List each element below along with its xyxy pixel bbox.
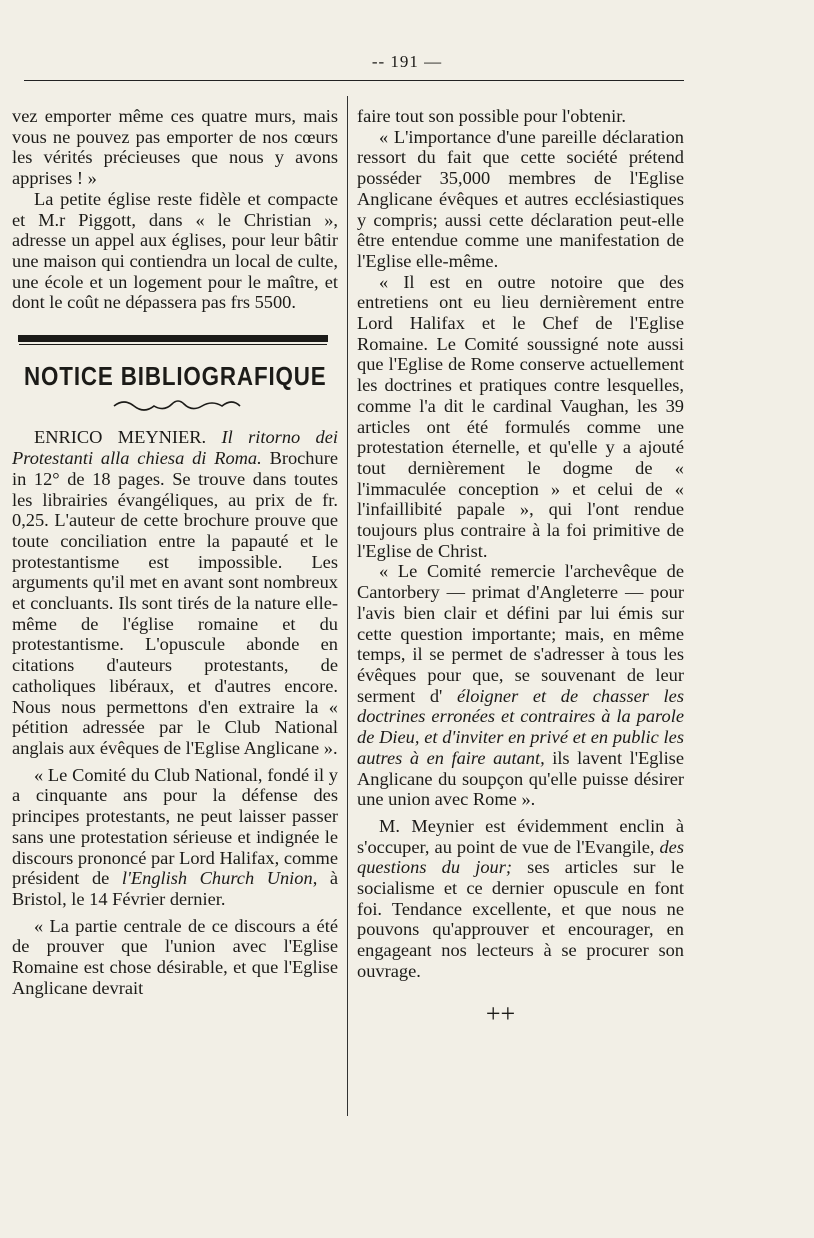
petition-paragraph-1	[12, 765, 338, 910]
right-p4-text: « Le Comité remercie l'archevêque de Cantorbery — primat d'Angleterre — pour l'avis bien clair et défini par lui émis sur cette question importante; mais, en même temps, il se permet de s'adresser à tous les évêques pour que, se souvenant de leur serment d'	[357, 561, 684, 706]
petition-italic: l'English Church Union	[121, 868, 313, 889]
right-p5-text-end: ses articles sur le socialisme et ce dernier opuscule en font foi. Tendance excellente, et que nous ne pouvons qu'approuver et encourager, en engageant nos lecteurs à se procurer son ouvrage.	[357, 857, 684, 981]
right-paragraph-5	[357, 816, 684, 982]
right-paragraph-2: « L'importance d'une pareille déclaration ressort du fait que cette société prétend posséder 35,000 membres de l'Eglise Anglicane évêques et autres ecclésiastiques y compris; aussi cette déclaration peut-elle être entendue comme une manifestation de l'Eglise elle-même.	[357, 126, 684, 271]
petition-text: « Le Comité du Club National, fondé il y a cinquante ans pour la défense des principes protestants, ne peut laisser passer sans une protestation sérieuse et indignée le discours prononcé par Lord Halifax, comme président de	[12, 764, 338, 889]
end-mark: ++	[485, 998, 516, 1028]
petition-paragraph-2: « La partie centrale de ce discours a été de prouver que l'union avec l'Eglise Romaine est chose désirable, et que l'Eglise Anglicane devrait	[12, 915, 338, 998]
right-p4-italic: éloigner et de chasser les doctrines erronées et contraires à la parole de Dieu, et d'inviter en privé et en public les autres à en faire autant,	[357, 685, 684, 768]
right-p5-italic: des questions du jour;	[357, 836, 684, 878]
column-divider	[347, 96, 348, 1116]
notice-paragraph	[12, 427, 338, 758]
right-p5-text: M. Meynier est évidemment enclin à s'occuper, au point de vue de l'Evangile,	[357, 815, 684, 857]
page-number: -- 191 —	[371, 52, 443, 71]
left-paragraph-2: La petite église reste fidèle et compacte et M.r Piggott, dans « le Christian », adresse un appel aux églises, pour leur bâtir une maison qui contiendra un local de culte, une école et un logement pour le maître, et dont le coût ne dépassera pas frs 5500.	[12, 188, 338, 313]
right-p4-text-end: ils lavent l'Eglise Anglicane du soupçon qu'elle puisse désirer une union avec Rome ».	[357, 747, 684, 810]
left-paragraph-1: vez emporter même ces quatre murs, mais vous ne pouvez pas emporter de nos cœurs les vérités précieuses que nous y avons apprises ! »	[12, 106, 338, 189]
notice-author: ENRICO MEYNIER.	[34, 427, 207, 448]
petition-text-end: , à Bristol, le 14 Février dernier.	[12, 868, 338, 909]
right-paragraph-3: « Il est en outre notoire que des entretiens ont eu lieu dernièrement entre Lord Halifax et le Chef de l'Eglise Romaine. Le Comité soussigné note aussi que l'Eglise de Rome conserve actuellement les doctrines et pratiques contre lesquelles, comme l'a dit le cardinal Vaughan, les 39 articles ont été formulés comme une protestation éternelle, et qu'elle y a ajouté tout dernièrement le dogme de « l'immaculée conception » et celui de « l'infaillibité papale », qui l'ont rendue toujours plus contraire à la foi primitive de l'Eglise de Christ.	[357, 271, 684, 561]
ornament-flourish	[112, 395, 242, 413]
notice-description: Brochure in 12° de 18 pages. Se trouve dans toutes les librairies évangéliques, au prix de fr. 0,25. L'auteur de cette brochure prouve que toute conciliation entre la papauté et le protestantisme est impossible. Les arguments qu'il met en avant sont nombreux et concluants. Ils sont tirés de la nature elle-même de l'église romaine et du protestantisme. L'opuscule abonde en citations d'auteurs protestants, de catholiques libéraux, et d'autres encore. Nous nous permettons d'en extraire la « pétition adressée par le Club National anglais aux évêques de l'Eglise Anglicane ».	[12, 448, 338, 758]
right-paragraph-1: faire tout son possible pour l'obtenir.	[357, 106, 626, 126]
section-title: NOTICE BIBLIOGRAFIQUE	[24, 361, 327, 392]
header-rule	[24, 80, 684, 81]
right-paragraph-4	[357, 561, 684, 809]
section-separator	[18, 335, 328, 342]
notice-book-title: Il ritorno dei Protestanti alla chiesa di Roma.	[12, 427, 339, 469]
left-column	[12, 106, 338, 998]
right-column	[357, 106, 684, 1028]
